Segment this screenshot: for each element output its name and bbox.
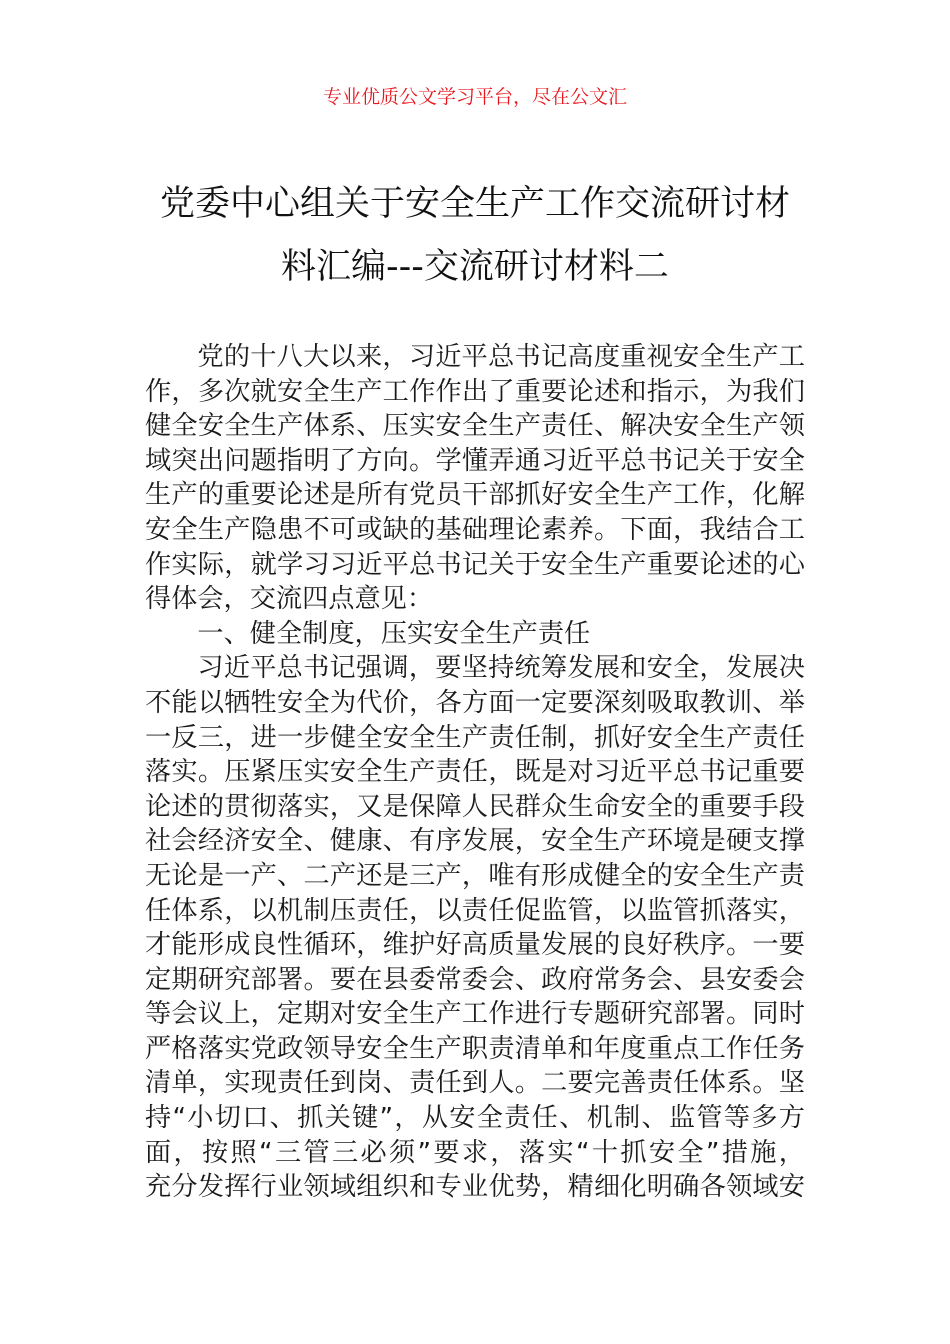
text-line: 域突出问题指明了方向。学懂弄通习近平总书记关于安全 <box>145 445 805 476</box>
text-line: 面，按照“三管三必须”要求，落实“十抓安全”措施， <box>145 1137 805 1168</box>
section-heading: 一、健全制度，压实安全生产责任 <box>197 618 591 649</box>
text-line: 才能形成良性循环，维护好高质量发展的良好秩序。一要 <box>145 930 805 961</box>
text-line: 持“小切口、抓关键”，从安全责任、机制、监管等多方 <box>145 1103 805 1134</box>
text-line: 作实际，就学习习近平总书记关于安全生产重要论述的心 <box>145 549 805 580</box>
document-body <box>145 340 805 1205</box>
text-line: 定期研究部署。要在县委常委会、政府常务会、县安委会 <box>145 964 805 995</box>
text-line: 得体会，交流四点意见： <box>145 584 434 615</box>
text-line: 落实。压紧压实安全生产责任，既是对习近平总书记重要 <box>145 757 805 788</box>
text-line: 党的十八大以来，习近平总书记高度重视安全生产工 <box>197 342 805 372</box>
section-1-paragraph <box>145 651 805 1205</box>
text-line: 严格落实党政领导安全生产职责清单和年度重点工作任务 <box>145 1033 805 1064</box>
intro-paragraph <box>145 340 805 617</box>
text-line: 清单，实现责任到岗、责任到人。二要完善责任体系。坚 <box>145 1068 805 1099</box>
text-line: 一反三，进一步健全安全生产责任制，抓好安全生产责任 <box>145 722 805 753</box>
text-line: 作，多次就安全生产工作作出了重要论述和指示，为我们 <box>145 376 805 407</box>
text-line: 生产的重要论述是所有党员干部抓好安全生产工作，化解 <box>145 480 805 511</box>
text-line: 习近平总书记强调，要坚持统筹发展和安全，发展决 <box>197 653 805 684</box>
document-title <box>145 173 805 299</box>
text-line: 任体系，以机制压责任，以责任促监管，以监管抓落实， <box>145 895 805 926</box>
text-line: 充分发挥行业领域组织和专业优势，精细化明确各领域安 <box>145 1172 805 1203</box>
platform-tagline: 专业优质公文学习平台，尽在公文汇 <box>322 86 627 108</box>
text-line: 健全安全生产体系、压实安全生产责任、解决安全生产领 <box>145 411 805 442</box>
text-line: 无论是一产、二产还是三产，唯有形成健全的安全生产责 <box>145 860 805 891</box>
text-line: 等会议上，定期对安全生产工作进行专题研究部署。同时 <box>145 999 805 1030</box>
document-title-line: 党委中心组关于安全生产工作交流研讨材 <box>159 184 790 224</box>
text-line: 社会经济安全、健康、有序发展，安全生产环境是硬支撑 <box>145 826 805 857</box>
document-title-line: 料汇编---交流研讨材料二 <box>281 247 669 287</box>
text-line: 安全生产隐患不可或缺的基础理论素养。下面，我结合工 <box>145 514 805 545</box>
text-line: 论述的贯彻落实，又是保障人民群众生命安全的重要手段 <box>145 791 805 822</box>
text-line: 不能以牺牲安全为代价，各方面一定要深刻吸取教训、举 <box>145 687 805 718</box>
